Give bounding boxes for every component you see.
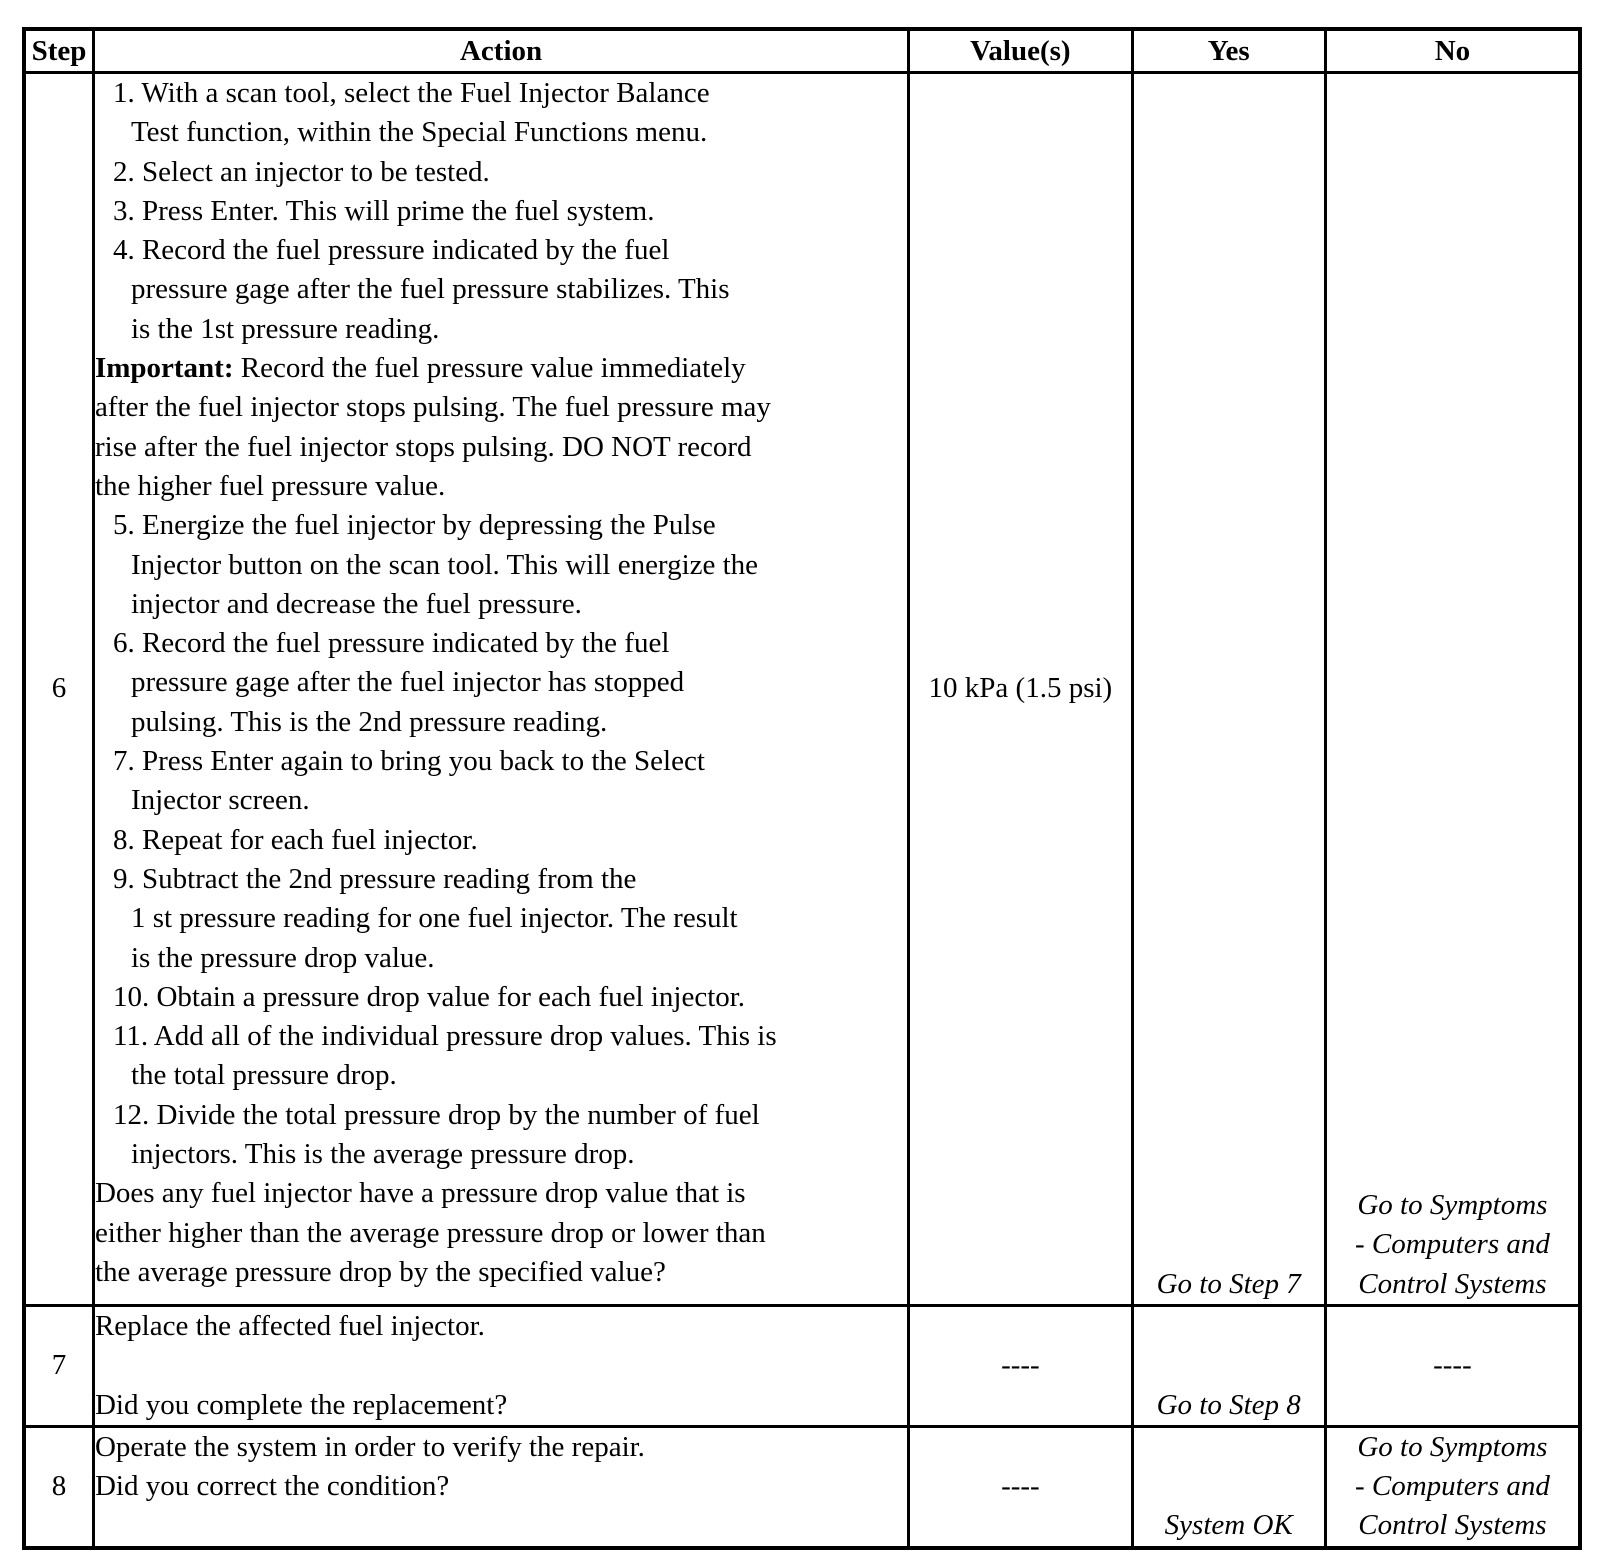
action-text: Injector screen. bbox=[130, 784, 310, 817]
action-text: 3. Press Enter. This will prime the fuel system. bbox=[112, 194, 655, 227]
action-cell bbox=[93, 73, 908, 1306]
action-text: is the pressure drop value. bbox=[130, 941, 435, 974]
header-no: No bbox=[1325, 29, 1580, 73]
action-line bbox=[95, 663, 907, 702]
action-line bbox=[95, 1386, 907, 1425]
table-row-step-7 bbox=[24, 1306, 1580, 1427]
action-text: rise after the fuel injector stops pulsing. DO NOT record bbox=[94, 430, 752, 463]
value-cell: 10 kPa (1.5 psi) bbox=[909, 73, 1132, 1306]
action-text bbox=[95, 1349, 102, 1381]
action-line bbox=[95, 1135, 907, 1174]
action-text: the total pressure drop. bbox=[130, 1059, 397, 1092]
action-text: 2. Select an injector to be tested. bbox=[112, 155, 490, 188]
action-line bbox=[95, 585, 907, 624]
result-line: Go to Symptoms bbox=[1357, 1189, 1548, 1222]
no-cell bbox=[1325, 73, 1580, 1306]
action-text: either higher than the average pressure drop or lower than bbox=[94, 1216, 766, 1249]
action-text: after the fuel injector stops pulsing. The fuel pressure may bbox=[94, 391, 771, 424]
action-cell bbox=[93, 1426, 908, 1547]
table-row-step-6 bbox=[24, 73, 1580, 1306]
action-line bbox=[95, 546, 907, 585]
no-cell bbox=[1325, 1426, 1580, 1547]
action-line bbox=[95, 899, 907, 938]
action-line bbox=[95, 1428, 907, 1467]
action-text: Test function, within the Special Functions menu. bbox=[130, 116, 708, 149]
result-line: Control Systems bbox=[1358, 1509, 1547, 1542]
action-line bbox=[95, 310, 907, 349]
action-text: Record the fuel pressure value immediately bbox=[233, 352, 746, 385]
action-text: pressure gage after the fuel pressure stabilizes. This bbox=[130, 273, 730, 306]
no-cell: ---- bbox=[1325, 1306, 1580, 1427]
yes-cell bbox=[1132, 1426, 1325, 1547]
step-number: 6 bbox=[24, 73, 93, 1306]
action-line bbox=[95, 939, 907, 978]
action-line bbox=[95, 506, 907, 545]
action-line bbox=[95, 1346, 907, 1385]
action-line bbox=[95, 781, 907, 820]
action-line bbox=[95, 821, 907, 860]
action-text: 9. Subtract the 2nd pressure reading from the bbox=[112, 862, 637, 895]
value-cell: ---- bbox=[909, 1426, 1132, 1547]
action-line bbox=[95, 467, 907, 506]
header-yes: Yes bbox=[1132, 29, 1325, 73]
action-line bbox=[95, 742, 907, 781]
action-text: 1. With a scan tool, select the Fuel Injector Balance bbox=[112, 77, 710, 109]
action-text: 4. Record the fuel pressure indicated by the fuel bbox=[112, 234, 670, 267]
action-text: injector and decrease the fuel pressure. bbox=[130, 587, 582, 620]
result-line: Go to Symptoms bbox=[1357, 1430, 1548, 1463]
result-line: System OK bbox=[1164, 1509, 1293, 1542]
action-line bbox=[95, 192, 907, 231]
diagnostic-table bbox=[22, 27, 1582, 1550]
action-line bbox=[95, 624, 907, 663]
action-text: 12. Divide the total pressure drop by the number of fuel bbox=[112, 1098, 760, 1131]
action-text: 11. Add all of the individual pressure drop values. This is bbox=[112, 1020, 777, 1053]
action-line bbox=[95, 153, 907, 192]
action-line bbox=[95, 270, 907, 309]
result-line: - Computers and bbox=[1354, 1228, 1550, 1261]
action-text: Does any fuel injector have a pressure drop value that is bbox=[94, 1177, 746, 1210]
action-text: the average pressure drop by the specified value? bbox=[94, 1255, 666, 1288]
result-line: Control Systems bbox=[1358, 1267, 1547, 1300]
action-text: 6. Record the fuel pressure indicated by the fuel bbox=[112, 627, 670, 660]
action-line bbox=[95, 703, 907, 742]
result-line: - Computers and bbox=[1354, 1470, 1550, 1503]
action-line bbox=[95, 1214, 907, 1253]
action-text: 10. Obtain a pressure drop value for each fuel injector. bbox=[112, 980, 746, 1013]
important-label: Important: bbox=[94, 352, 234, 385]
action-line bbox=[95, 388, 907, 427]
action-line bbox=[95, 1096, 907, 1135]
action-text: pressure gage after the fuel injector has stopped bbox=[130, 666, 685, 699]
action-line bbox=[95, 1017, 907, 1056]
action-text: pulsing. This is the 2nd pressure reading. bbox=[130, 705, 608, 738]
action-cell bbox=[93, 1306, 908, 1427]
action-text: is the 1st pressure reading. bbox=[130, 312, 440, 345]
yes-cell bbox=[1132, 1306, 1325, 1427]
action-text: 7. Press Enter again to bring you back to the Select bbox=[112, 745, 705, 778]
result-line: Go to Step 7 bbox=[1156, 1267, 1301, 1300]
result-line: Go to Step 8 bbox=[1156, 1388, 1301, 1421]
action-text: Injector button on the scan tool. This will energize the bbox=[130, 548, 759, 581]
action-text: Did you correct the condition? bbox=[94, 1470, 450, 1503]
action-line bbox=[95, 1174, 907, 1213]
action-text: 1 st pressure reading for one fuel injector. The result bbox=[130, 902, 738, 935]
action-line bbox=[95, 74, 907, 113]
action-text: Did you complete the replacement? bbox=[94, 1388, 508, 1421]
action-line bbox=[95, 113, 907, 152]
step-number: 7 bbox=[24, 1306, 93, 1427]
header-action: Action bbox=[93, 29, 908, 73]
action-line bbox=[95, 1253, 907, 1292]
action-text: Replace the affected fuel injector. bbox=[94, 1310, 485, 1342]
header-row bbox=[24, 29, 1580, 73]
value-cell: ---- bbox=[909, 1306, 1132, 1427]
header-step: Step bbox=[24, 29, 93, 73]
action-line bbox=[95, 1056, 907, 1095]
action-line bbox=[95, 978, 907, 1017]
action-line bbox=[95, 1467, 907, 1506]
action-text: Operate the system in order to verify the repair. bbox=[94, 1430, 645, 1463]
step-number: 8 bbox=[24, 1426, 93, 1547]
action-text: 5. Energize the fuel injector by depressing the Pulse bbox=[112, 509, 716, 542]
action-line bbox=[95, 231, 907, 270]
action-text: 8. Repeat for each fuel injector. bbox=[112, 823, 478, 856]
action-line bbox=[95, 349, 907, 388]
action-line bbox=[95, 860, 907, 899]
header-values: Value(s) bbox=[909, 29, 1132, 73]
action-line bbox=[95, 1307, 907, 1346]
table-row-step-8 bbox=[24, 1426, 1580, 1547]
action-text: injectors. This is the average pressure drop. bbox=[130, 1138, 635, 1171]
yes-cell bbox=[1132, 73, 1325, 1306]
action-line bbox=[95, 428, 907, 467]
action-text: the higher fuel pressure value. bbox=[94, 469, 446, 502]
